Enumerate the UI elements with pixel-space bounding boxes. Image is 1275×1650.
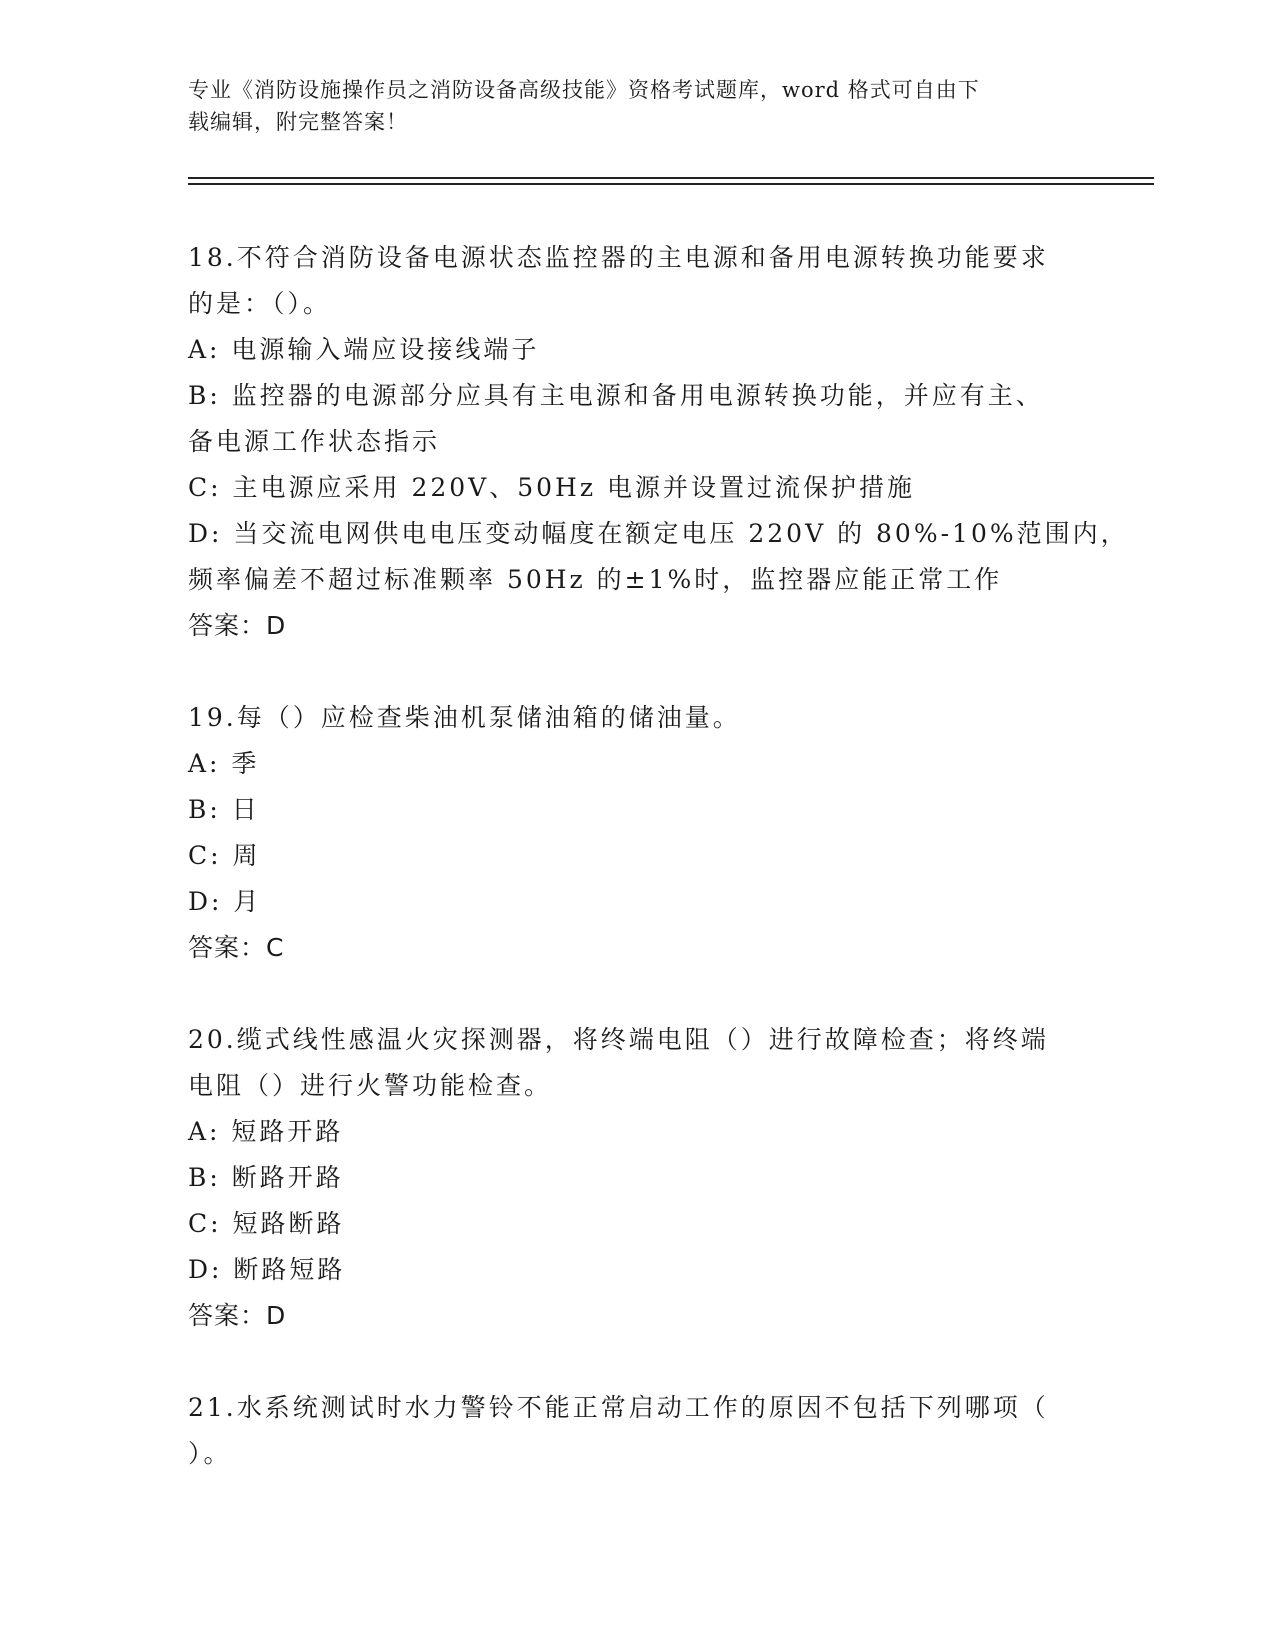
question-stem: 21.水系统测试时水力警铃不能正常启动工作的原因不包括下列哪项（ (188, 1393, 1049, 1422)
answer-option: 备电源工作状态指示 (188, 427, 441, 456)
answer-option: C: 短路断路 (188, 1209, 345, 1238)
answer-key: 答案：C (188, 933, 285, 962)
answer-option: B: 监控器的电源部分应具有主电源和备用电源转换功能，并应有主、 (188, 381, 1044, 410)
answer-option: B: 日 (188, 795, 260, 824)
question-block (188, 235, 1129, 649)
answer-option: A: 短路开路 (188, 1117, 344, 1146)
answer-option: C: 周 (188, 841, 261, 870)
header-line-2: 载编辑，附完整答案！ (188, 110, 408, 134)
question-spacer (188, 971, 1088, 1017)
question-stem: 18.不符合消防设备电源状态监控器的主电源和备用电源转换功能要求 (188, 243, 1049, 272)
question-stem: 的是：（）。 (188, 289, 332, 318)
question-block (188, 1017, 1088, 1339)
question-list (188, 235, 1129, 1477)
answer-option: D: 断路短路 (188, 1255, 346, 1284)
question-spacer (188, 649, 1088, 695)
answer-key: 答案：D (188, 1301, 287, 1330)
answer-option: B: 断路开路 (188, 1163, 344, 1192)
question-spacer (188, 1339, 1088, 1385)
question-block (188, 1385, 1088, 1477)
header-divider-bottom (188, 183, 1154, 185)
question-stem: 20.缆式线性感温火灾探测器，将终端电阻（）进行故障检查；将终端 (188, 1025, 1049, 1054)
answer-option: D: 月 (188, 887, 262, 916)
answer-option: A: 电源输入端应设接线端子 (188, 335, 540, 364)
header-line-1: 专业《消防设施操作员之消防设备高级技能》资格考试题库，word 格式可自由下 (188, 78, 980, 102)
header-divider-top (188, 177, 1154, 179)
answer-option: C: 主电源应采用 220V、50Hz 电源并设置过流保护措施 (188, 473, 915, 502)
question-block (188, 695, 1088, 971)
answer-option: A: 季 (188, 749, 260, 778)
question-stem: 19.每（）应检查柴油机泵储油箱的储油量。 (188, 703, 741, 732)
question-stem: ）。 (188, 1439, 232, 1468)
answer-key: 答案：D (188, 611, 287, 640)
answer-option: 频率偏差不超过标准颗率 50Hz 的±1%时，监控器应能正常工作 (188, 565, 1003, 594)
answer-option: D: 当交流电网供电电压变动幅度在额定电压 220V 的 80%-10%范围内， (188, 519, 1129, 548)
question-stem: 电阻（）进行火警功能检查。 (188, 1071, 553, 1100)
document-header (188, 74, 1088, 138)
